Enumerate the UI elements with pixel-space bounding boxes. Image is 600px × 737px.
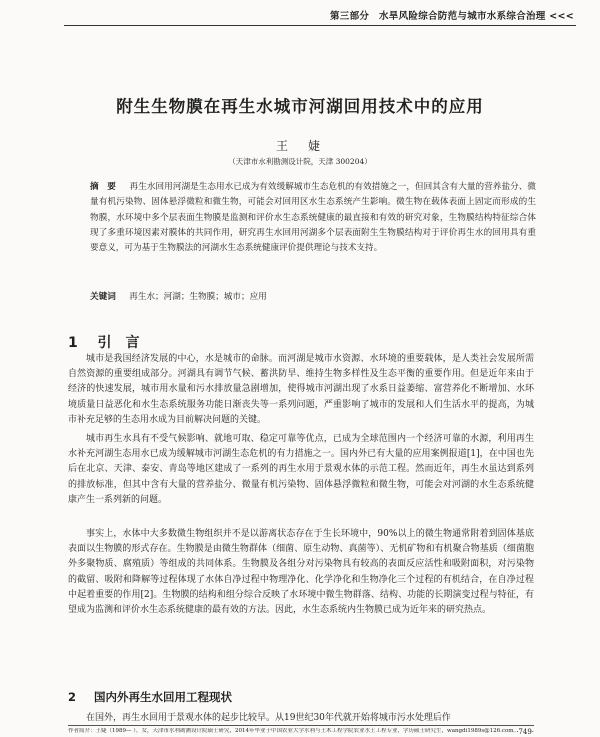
paragraph-2: 城市再生水具有不受气候影响、就地可取、稳定可靠等优点，已成为全球范围内一个经济可靠的水源，利用再生水补充河湖生态用水已成为缓解城市河湖生态危机的有力措施之一。国内外已有大量的应用案例报道[1]，在中国也先后在北京、天津、泰安、青岛等地区建成了一系列的再生水用于景观水体的示范工程。然而近年，再生水虽达到系列的排放标准，但其中含有大量的营养盐分、微量有机污染物、固体悬浮微粒和微生物，可能会对河湖的水生态系统健康产生一系列新的问题。 (68, 434, 534, 505)
affiliation: （天津市水利勘测设计院，天津 300204） (228, 157, 372, 166)
keywords-text: 再生水；河湖；生物膜；城市；应用 (129, 292, 267, 302)
page-footer (68, 725, 534, 734)
section2-title: 国内外再生水回用工程现状 (94, 690, 233, 704)
author: 王 婕 (275, 139, 324, 153)
section1-title: 引 言 (97, 335, 140, 351)
keywords-label: 关键词 (90, 292, 116, 302)
abstract-label: 摘 要 (90, 182, 116, 192)
header-rule (64, 25, 576, 26)
section-heading-2 (68, 689, 232, 705)
section2-number: 2 (68, 690, 77, 704)
keywords (90, 290, 536, 302)
paper-title: 附生生物膜在再生水城市河湖回用技术中的应用 (116, 97, 484, 116)
paragraph-3: 事实上，水体中大多数微生物组织并不是以游离状态存在于生长环境中，90%以上的微生物通常附着到固体基底表面以生物膜的形式存在。生物膜是由微生物群体（细菌、原生动物、真菌等）、无机矿物和有机聚合物基质（细菌胞外多聚物质、腐殖质）等组成的共同体系。生物膜及各组分对污染物具有较高的表面反应活性和吸附面积，对污染物的截留、吸附和降解等过程体现了水体自净过程中物理净化、化学净化和生物净化三个过程的有机结合，在自净过程中起着重要的作用[2]。生物膜的结构和组分综合反映了水环境中微生物群落、结构、功能的长期演变过程与特征，有望成为监测和评价水生态系统健康的最有效的方法。因此，水生态系统内生物膜已成为近年来的研究热点。 (68, 529, 534, 616)
footnote-rule (68, 725, 534, 726)
paragraph-4: 在国外，再生水回用于景观水体的起步比较早。从19世纪30年代就开始将城市污水处理后作 (86, 713, 451, 723)
section-heading-1 (68, 332, 140, 352)
abstract-text: 再生水回用河湖是生态用水已成为有效缓解城市生态危机的有效措施之一，但回其含有大量的营养盐分、微量有机污染物、固体悬浮微粒和微生物，可能会对回用区水生态系统产生影响。微生物在载体表面上固定而形成的生物膜，水环境中多个层表面生物膜是监测和评价水生态系统健康的最直接和有效的研究对象，生物膜结构特征综合体现了多重环境因素对膜体的共同作用，研究再生水回用河湖多个层表面附生生物膜结构对于评价再生水的回用具有重要意义，可为基于生物膜法的河湖水生态系统健康评价提供理论与技术支持。 (90, 182, 536, 254)
abstract (90, 180, 536, 256)
paragraph-1: 城市是我国经济发展的中心，水是城市的命脉。而河湖是城市水资源、水环境的重要载体，是人类社会发展所需自然资源的重要组成部分。河湖具有调节气候、蓄洪防旱、维持生物多样性及生态平衡的重要作用。但是近年来由于经济的快速发展，城市用水量和污水排放量急剧增加，使得城市河湖出现了水系日益萎缩、富营养化不断增加、水环境质量日益恶化和水生态系统服务功能日渐丧失等一系列问题，严重影响了城市的发展和人们生活水平的提高，为城市补充足够的生态用水成为目前解决问题的关键。 (68, 354, 534, 425)
footnote: 作者简介：王婕（1989— ），女，天津市水利勘测设计院硕士研究，2014年毕业于中国农业大学水利与土木工程学院农业水土工程专业，学历硕士研究生，wangdi1989s@126.com。 (68, 728, 519, 734)
section1-number: 1 (68, 335, 78, 351)
running-header: 第三部分 水旱风险综合防范与城市水系综合治理 <<< (330, 11, 574, 22)
page-number: ·749· (516, 728, 534, 736)
